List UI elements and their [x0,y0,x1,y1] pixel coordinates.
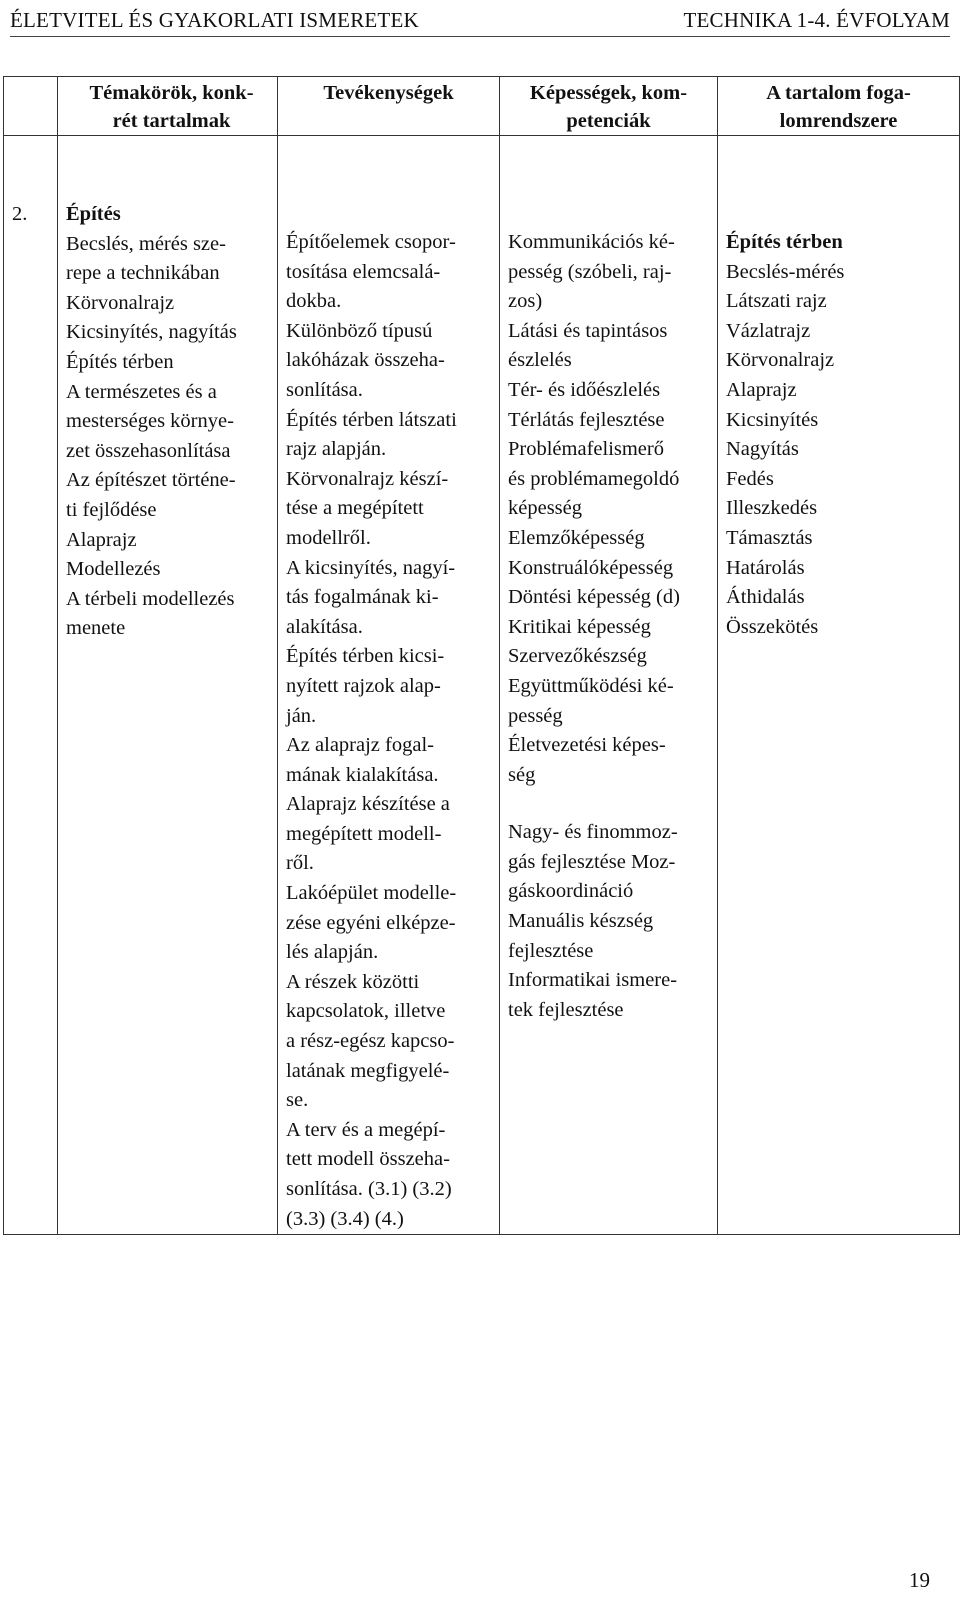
activity-line: A részek közötti [286,970,420,993]
header-concepts [718,77,960,136]
header-subject: ÉLETVITEL ÉS GYAKORLATI ISMERETEK [10,8,419,32]
page-number: 19 [909,1568,930,1592]
header-concepts-line: A tartalom foga- [766,82,911,104]
skill-lines-a [508,228,711,790]
activity-line: tése a megépített [286,497,424,520]
header-skills [500,77,718,136]
activities-cell [278,136,500,1235]
table-header-row [4,77,960,136]
skill-line: gáskoordináció [508,880,634,903]
skill-line: Elemzőképesség [508,526,645,549]
topic-line: mesterséges környe- [66,410,234,433]
activity-lines [286,228,493,1234]
header-activities [278,77,500,136]
concept-line: Illeszkedés [726,497,818,520]
concept-line: Kicsinyítés [726,408,819,431]
header-grade: TECHNIKA 1-4. ÉVFOLYAM [683,8,950,32]
activity-line: se. [286,1089,309,1112]
header-topics [58,77,278,136]
topic-line: menete [66,617,126,640]
concept-line: Fedés [726,467,774,490]
activity-line: Lakóépület modelle- [286,882,457,905]
header-concepts-line: lomrendszere [779,110,898,132]
topic-line: repe a technikában [66,262,220,285]
activity-line: rajz alapján. [286,438,387,461]
skill-line: Döntési képesség (d) [508,586,680,609]
concept-line: Határolás [726,556,805,579]
skill-line: Manuális készség [508,910,654,933]
skill-line: Tér- és időészlelés [508,378,661,401]
skill-line: pesség [508,704,563,727]
header-number-cell [4,77,58,136]
skill-line: képesség [508,497,583,520]
activity-line: Alaprajz készítése a [286,793,450,816]
activity-line: dokba. [286,290,342,313]
header-activities-line: Tevékenységek [323,82,454,104]
skills-cell [500,136,718,1235]
header-skills-line: petenciák [566,110,651,132]
topic-line: Alaprajz [66,528,137,551]
topic-line: Modellezés [66,558,161,581]
concept-line: Alaprajz [726,378,797,401]
concept-lines [726,228,953,642]
skill-line: Kritikai képesség [508,615,651,638]
topic-line: Körvonalrajz [66,291,175,314]
skill-line: és problémamegoldó [508,467,680,490]
activity-line: alakítása. [286,615,363,638]
activity-line: tosítása elemcsalá- [286,260,441,283]
concept-line: Vázlatrajz [726,319,811,342]
header-skills-line: Képességek, kom- [529,82,688,104]
skill-line: Látási és tapintásos [508,319,668,342]
topic-line: zet összehasonlítása [66,439,231,462]
header-topics-line: Témakörök, konk- [89,82,254,104]
activity-line: Körvonalrajz készí- [286,467,449,490]
curriculum-table [3,76,960,1235]
topic-line: A térbeli modellezés [66,587,235,610]
activity-line: Építőelemek csopor- [286,231,456,253]
skill-line: Problémafelismerő [508,438,664,461]
concept-line: Összekötés [726,615,819,638]
topic-cell [58,136,278,1235]
header-topics-line: rét tartalmak [112,110,231,132]
skill-line: gás fejlesztése Moz- [508,850,676,873]
activity-line: Különböző típusú [286,319,433,342]
activity-line: zése egyéni elképze- [286,911,456,934]
activity-line: a rész-egész kapcso- [286,1030,455,1053]
concept-line: Támasztás [726,526,813,549]
concept-line: Becslés-mérés [726,260,845,283]
table-row [4,136,960,1235]
activity-line: sonlítása. (3.1) (3.2) [286,1178,452,1200]
concepts-cell [718,136,960,1235]
skill-line: zos) [508,290,543,313]
activity-line: sonlítása. [286,378,363,401]
skill-line: Konstruálóképesség [508,556,674,579]
row-number-text: 2. [12,203,28,225]
concept-title: Építés térben [726,231,843,253]
skill-line: Informatikai ismere- [508,969,678,992]
topic-lines [66,200,271,644]
activity-line: tás fogalmának ki- [286,586,439,609]
activity-line: ről. [286,852,314,875]
activity-line: nyített rajzok alap- [286,674,441,697]
skills-spacer [508,790,711,818]
concept-line: Körvonalrajz [726,349,835,372]
activity-line: megépített modell- [286,822,442,845]
topic-line: ti fejlődése [66,498,157,521]
skill-lines-b [508,818,711,1025]
activity-line: lés alapján. [286,941,379,964]
activity-line: (3.3) (3.4) (4.) [286,1207,404,1230]
topic-line: Az építészet történe- [66,469,236,492]
topic-line: Építés térben [66,350,174,373]
topic-line: A természetes és a [66,380,217,403]
topic-line: Becslés, mérés sze- [66,232,226,255]
skill-line: Kommunikációs ké- [508,231,675,253]
skill-line: észlelés [508,349,572,372]
skill-line: Térlátás fejlesztése [508,408,665,431]
skill-line: Együttműködési ké- [508,674,674,697]
activity-line: lakóházak összeha- [286,349,445,372]
skill-line: tek fejlesztése [508,998,624,1021]
activity-line: mának kialakítása. [286,763,439,786]
concept-line: Áthidalás [726,586,805,609]
skill-line: Szervezőkészség [508,645,647,668]
page-header [10,4,950,37]
activity-line: modellről. [286,526,371,549]
activity-line: Építés térben kicsi- [286,645,445,668]
skill-line: Életvezetési képes- [508,734,666,757]
skill-line: pesség (szóbeli, raj- [508,260,672,283]
row-number [4,136,58,1235]
topic-line: Kicsinyítés, nagyítás [66,321,237,344]
activity-line: A terv és a megépí- [286,1118,446,1141]
activity-line: Az alaprajz fogal- [286,734,434,757]
skill-line: ség [508,763,536,786]
topic-title: Építés [66,203,121,225]
activity-line: Építés térben látszati [286,408,457,431]
activity-line: latának megfigyelé- [286,1059,450,1082]
activity-line: ján. [286,704,317,727]
activity-line: kapcsolatok, illetve [286,1000,446,1023]
concept-line: Látszati rajz [726,290,827,313]
activity-line: tett modell összeha- [286,1148,450,1171]
concept-line: Nagyítás [726,438,799,461]
skill-line: fejlesztése [508,939,594,962]
activity-line: A kicsinyítés, nagyí- [286,556,456,579]
skill-line: Nagy- és finommoz- [508,821,678,844]
